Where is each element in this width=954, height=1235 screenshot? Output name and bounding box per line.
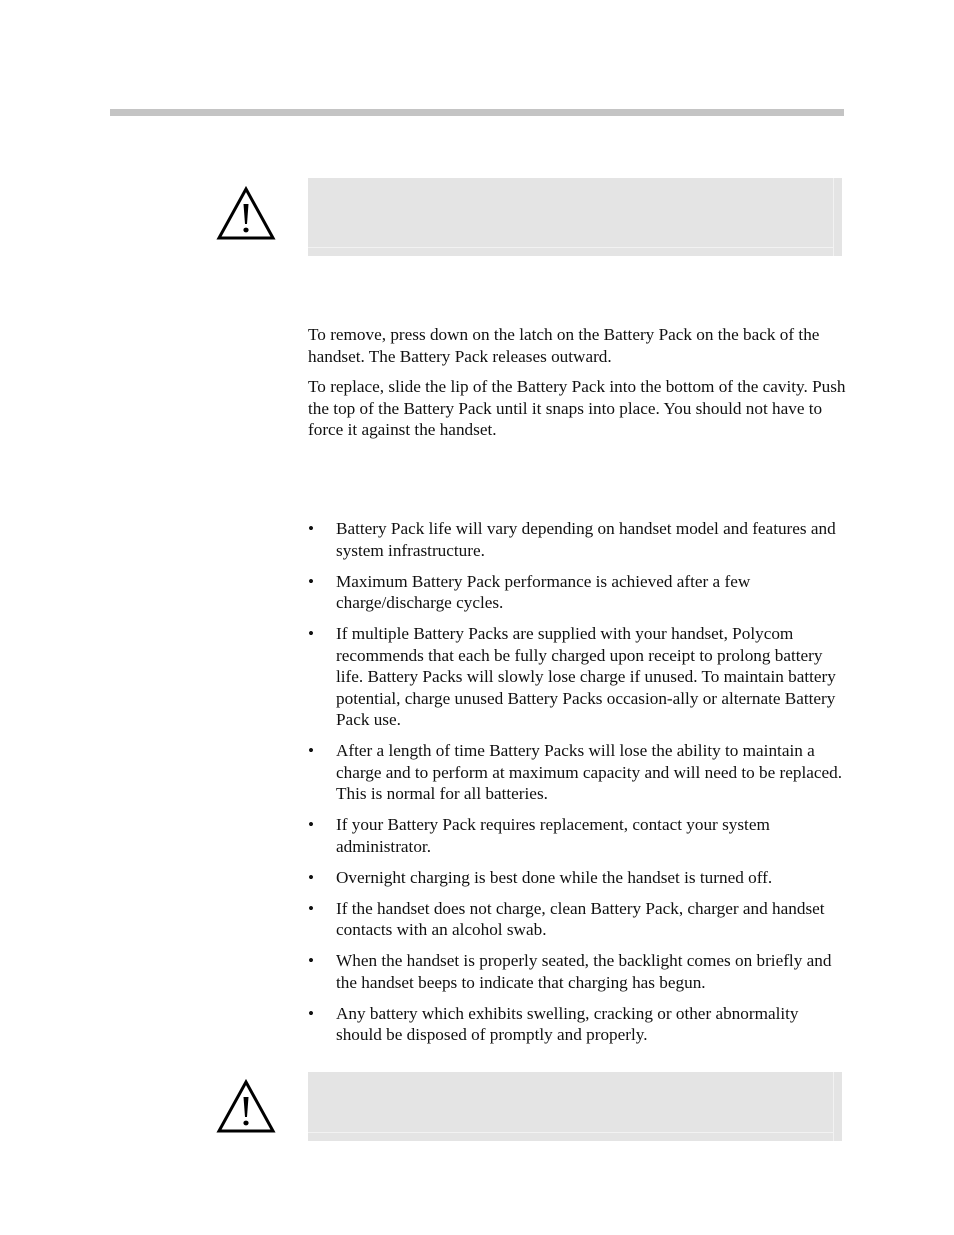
list-item <box>308 571 848 614</box>
bullet-marker: • <box>308 519 315 538</box>
bullet-marker: • <box>308 571 315 591</box>
warning-triangle-icon <box>216 186 276 242</box>
list-item-text: Any battery which exhibits swelling, cracking or other abnormality should be disposed of promptly and properly. <box>336 1003 799 1044</box>
list-item-text: If multiple Battery Packs are supplied with your handset, Polycom recommends that each be fully charged upon receipt to prolong battery life. Battery Packs will slowly lose charge if unused. To maintain battery potential, charge unused Battery Packs occasion-ally or alternate Battery Pack use. <box>336 624 836 729</box>
caution-box-top <box>308 178 842 256</box>
list-item <box>308 518 848 561</box>
bullet-marker: • <box>308 815 315 834</box>
list-item-text: Battery Pack life will vary depending on handset model and features and system infrastructure. <box>336 519 836 560</box>
bullet-marker: • <box>308 898 315 918</box>
bullet-marker: • <box>308 867 315 887</box>
list-item <box>308 950 848 993</box>
bullet-marker: • <box>308 1003 315 1023</box>
list-item-text: Overnight charging is best done while the handset is turned off. <box>336 867 773 887</box>
bullet-marker: • <box>308 951 315 970</box>
replace-paragraph: To replace, slide the lip of the Battery Pack into the bottom of the cavity. Push the top of the Battery Pack until it snaps into place. You should not have to force it against the handset. <box>308 377 846 439</box>
list-item <box>308 1003 848 1046</box>
list-item-text: If your Battery Pack requires replacement, contact your system administrator. <box>336 815 770 856</box>
list-item-text: If the handset does not charge, clean Battery Pack, charger and handset contacts with an alcohol swab. <box>336 898 825 939</box>
caution-box-bottom <box>308 1072 842 1141</box>
bullet-marker: • <box>308 624 315 643</box>
list-item <box>308 740 848 805</box>
battery-notes-list <box>308 518 848 1055</box>
list-item <box>308 623 848 731</box>
list-item <box>308 898 848 941</box>
warning-triangle-icon <box>216 1079 276 1135</box>
list-item <box>308 867 848 889</box>
bullet-marker: • <box>308 741 315 760</box>
header-rule <box>110 109 844 116</box>
list-item-text: After a length of time Battery Packs will lose the ability to maintain a charge and to perform at maximum capacity and will need to be replaced. This is normal for all batteries. <box>336 741 843 803</box>
list-item-text: When the handset is properly seated, the backlight comes on briefly and the handset beeps to indicate that charging has begun. <box>336 951 832 992</box>
remove-paragraph: To remove, press down on the latch on the Battery Pack on the back of the handset. The Battery Pack releases outward. <box>308 325 820 366</box>
list-item <box>308 814 848 857</box>
list-item-text: Maximum Battery Pack performance is achieved after a few charge/discharge cycles. <box>336 571 751 612</box>
